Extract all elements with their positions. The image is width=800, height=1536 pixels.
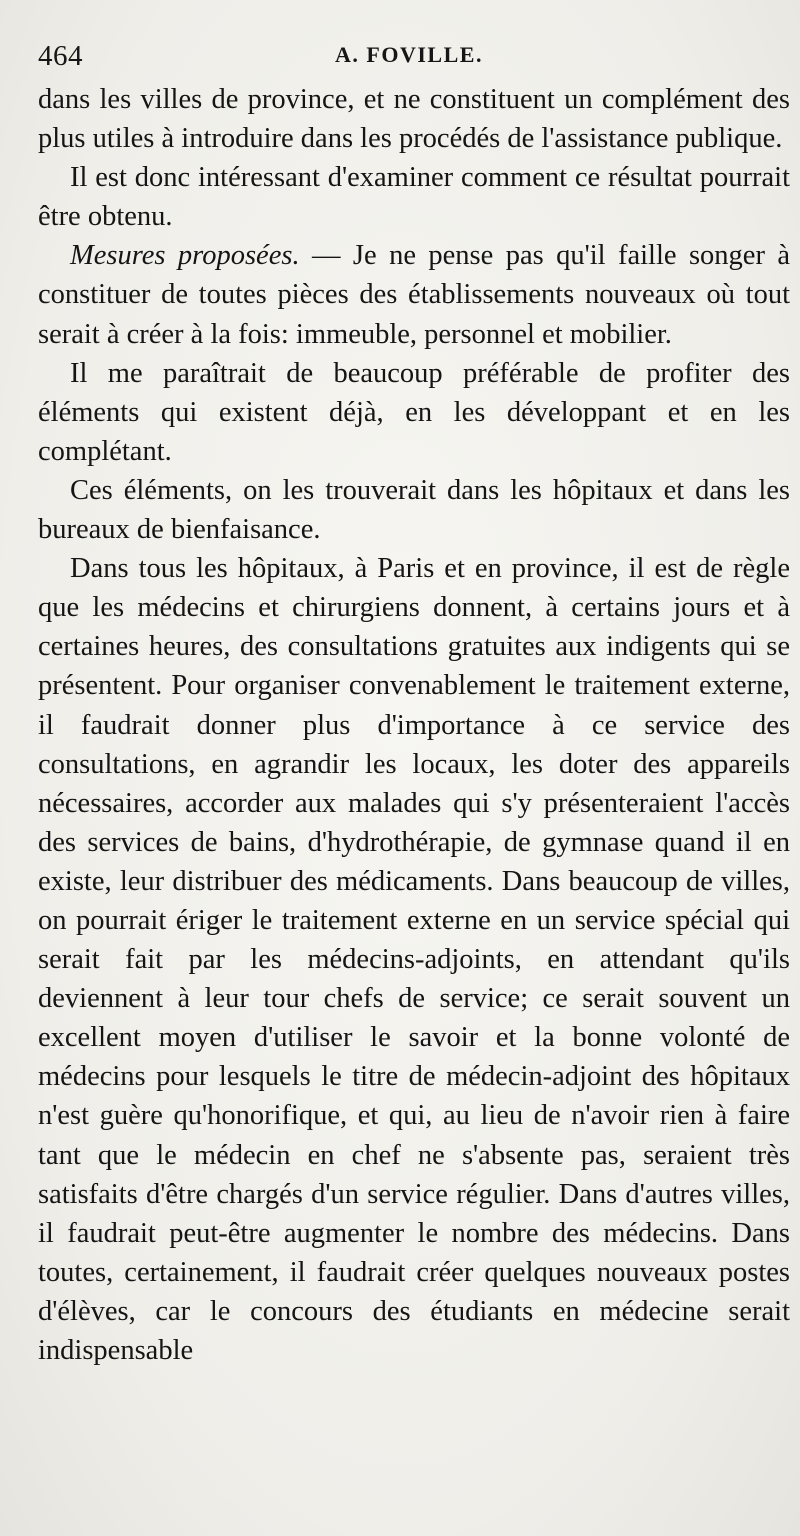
section-lead-in: Mesures proposées. — [70, 240, 300, 272]
paragraph: Il me paraîtrait de beaucoup préférable de profiter des éléments qui existent déjà, en les développant et en les complétant. — [38, 357, 790, 467]
paragraph: Il est donc intéressant d'examiner comment ce résultat pourrait être obtenu. — [38, 162, 790, 233]
body-text — [38, 80, 790, 1370]
paragraph: Ces éléments, on les trouverait dans les hôpitaux et dans les bureaux de bienfaisance. — [38, 474, 790, 546]
paragraph: dans les villes de province, et ne constituent un complément des plus utiles à introduire dans les procédés de l'assistance publique. — [38, 84, 790, 155]
paragraph: Mesures proposées. — Je ne pense pas qu'il faille songer à constituer de toutes pièces des établissements nouveaux où tout serait à créer à la fois: immeuble, personnel et mobilier. — [38, 240, 791, 350]
paragraph: Dans tous les hôpitaux, à Paris et en province, il est de règle que les médecins et chirurgiens donnent, à certains jours et à certaines heures, des consultations gratuites aux indigents qui se présentent. Pour organiser convenablement le traitement externe, il faudrait donner plus d'importance à ce service des consultations, en agrandir les locaux, les doter des appareils nécessaires, accorder aux malades qui s'y présenteraient l'accès des services de bains, d'hydrothérapie, de gymnase quand il en existe, leur distribuer des médicaments. Dans beaucoup de villes, on pourrait ériger le traitement externe en un service spécial qui serait fait par les médecins-adjoints, en attendant qu'ils deviennent à leur tour chefs de service; ce serait souvent un excellent moyen d'utiliser le savoir et la bonne volonté de médecins pour lesquels le titre de médecin-adjoint des hôpitaux n'est guère qu'honorifique, et qui, au lieu de n'avoir rien à faire tant que le médecin en chef ne s'absente pas, seraient très satisfaits d'être chargés d'un service régulier. Dans d'autres villes, il faudrait peut-être augmenter le nombre des médecins. Dans toutes, certainement, il faudrait créer quelques nouveaux postes d'élèves, car le concours des étudiants en médecine serait indispensable — [38, 553, 790, 1366]
page-header — [38, 40, 780, 80]
running-head: A. FOVILLE. — [335, 42, 483, 67]
page-number: 464 — [38, 40, 83, 72]
